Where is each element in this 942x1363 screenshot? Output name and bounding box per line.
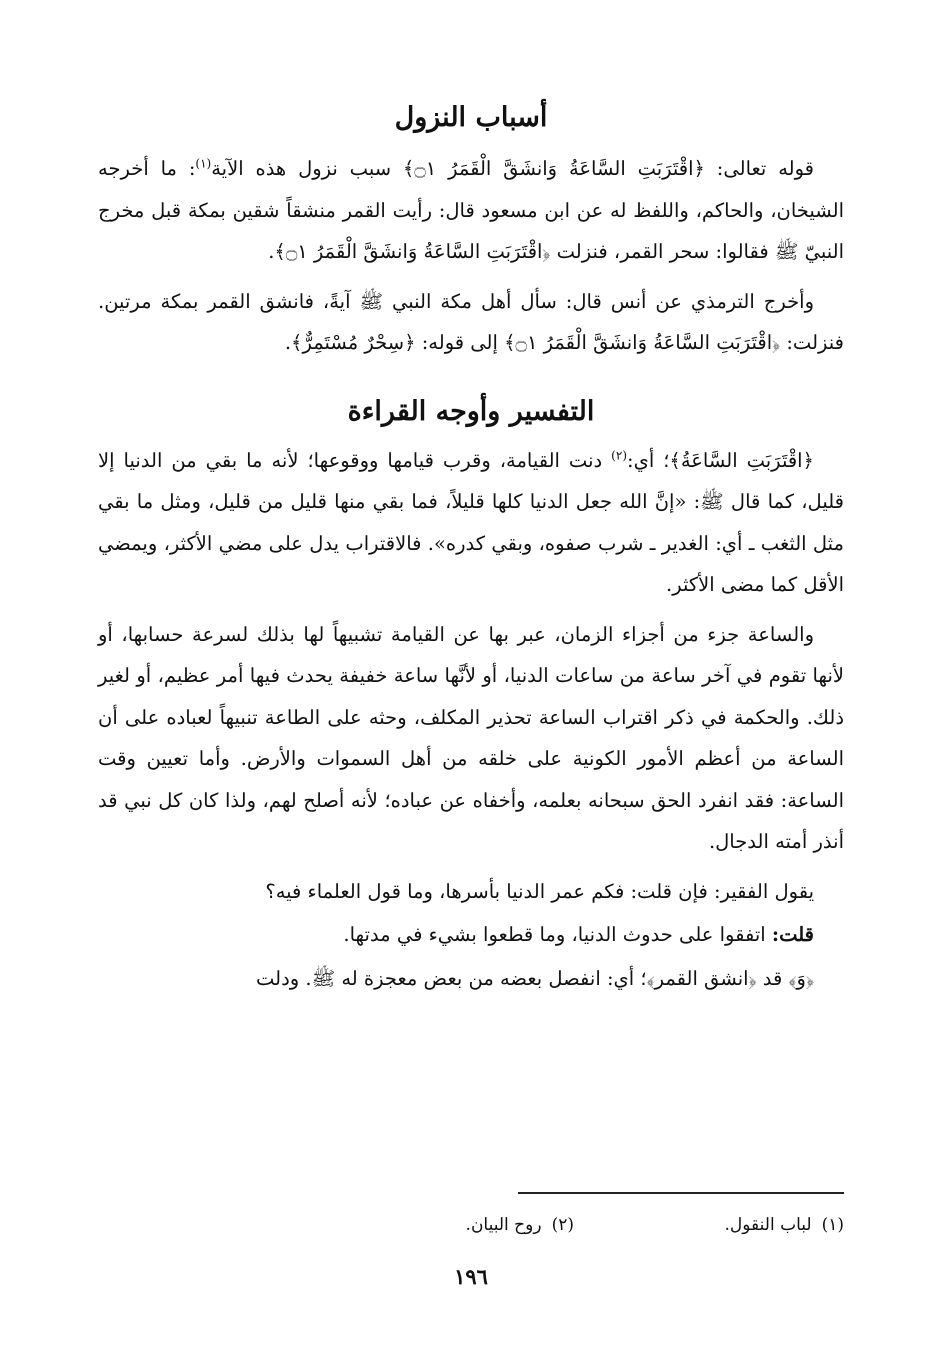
paragraph-tafsir-1 bbox=[98, 440, 844, 606]
paragraph-text: ﴿اقْتَرَبَتِ السَّاعَةُ﴾؛ أي: bbox=[627, 448, 814, 472]
section-heading-tafsir: التفسير وأوجه القراءة bbox=[347, 395, 595, 427]
paragraph-text: اتفقوا على حدوث الدنيا، وما قطعوا بشيء في مدتها. bbox=[343, 923, 772, 946]
paragraph-text: دنت القيامة، وقرب قيامها ووقوعها؛ لأنه ما بقي من الدنيا إلا قليل، كما قال ﷺ: «إنَّ الله جعل الدنيا كلها قليلاً، فما بقي منها قليل من قليل، ومثل ما بقي مثل الثغب ـ أي: الغدير ـ شرب صفوه، وبقي كدره». فالاقتراب يدل على مضي الأكثر، ويمضي الأقل كما مضى الأكثر. bbox=[98, 448, 844, 596]
footnote-1 bbox=[574, 1210, 844, 1240]
paragraph-text: قوله تعالى: ﴿اقْتَرَبَتِ السَّاعَةُ وَانشَقَّ الْقَمَرُ ۝١﴾ سبب نزول هذه الآية bbox=[211, 157, 814, 180]
paragraph-reasons-2: وأخرج الترمذي عن أنس قال: سأل أهل مكة النبي ﷺ آيةً، فانشق القمر بمكة مرتين. فنزلت: ﴿اقْتَرَبَتِ السَّاعَةُ وَانشَقَّ الْقَمَرُ ۝١﴾ إلى قوله: ﴿سِحْرٌ مُسْتَمِرٌّ﴾. bbox=[98, 289, 844, 354]
footnote-number: (١) bbox=[821, 1215, 844, 1235]
footnotes bbox=[98, 1210, 844, 1240]
footnote-divider bbox=[518, 1192, 844, 1194]
paragraph-tafsir-3: يقول الفقير: فإن قلت: فكم عمر الدنيا بأسرها، وما قول العلماء فيه؟ bbox=[265, 879, 814, 903]
footnote-ref-2: (٢) bbox=[611, 448, 627, 462]
paragraph-text: : ما أخرجه الشيخان، والحاكم، واللفظ له عن ابن مسعود قال: رأيت القمر منشقاً شقين بمكة قبل مخرج النبيّ ﷺ فقالوا: سحر القمر، فنزلت ﴿اقْتَرَبَتِ السَّاعَةُ وَانشَقَّ الْقَمَرُ ۝١﴾. bbox=[98, 157, 844, 263]
page-body bbox=[98, 92, 844, 1007]
footnote-number: (٢) bbox=[551, 1215, 574, 1235]
page-number: ١٩٦ bbox=[454, 1264, 488, 1289]
paragraph-tafsir-5: ﴿وَ﴾ قد ﴿انشق القمر﴾؛ أي: انفصل بعضه من بعض معجزة له ﷺ. ودلت bbox=[256, 966, 814, 990]
paragraph-tafsir-4 bbox=[98, 914, 844, 956]
section-heading-reasons: أسباب النزول bbox=[394, 102, 548, 133]
paragraph-reasons-1 bbox=[98, 148, 844, 273]
footnote-ref-1: (١) bbox=[195, 156, 212, 171]
answer-lead: قلت: bbox=[771, 923, 814, 946]
footnote-2 bbox=[304, 1210, 574, 1240]
footnote-text: لباب النقول. bbox=[724, 1215, 812, 1235]
footnote-text: روح البيان. bbox=[465, 1215, 542, 1235]
paragraph-tafsir-2: والساعة جزء من أجزاء الزمان، عبر بها عن القيامة تشبيهاً لها بذلك لسرعة حسابها، أو لأنها تقوم في آخر ساعة من ساعات الدنيا، أو لأنَّها ساعة خفيفة يحدث فيها أمر عظيم، أو لغير ذلك. والحكمة في ذكر اقتراب الساعة تحذير المكلف، وحثه على الطاعة تنبيهاً لعباده على أن الساعة من أعظم الأمور الكونية على خلقه من أهل السموات والأرض. وأما تعيين وقت الساعة: فقد انفرد الحق سبحانه بعلمه، وأخفاه عن عباده؛ لأنه أصلح لهم، ولذا كان كل نبي قد أنذر أمته الدجال. bbox=[98, 622, 844, 853]
